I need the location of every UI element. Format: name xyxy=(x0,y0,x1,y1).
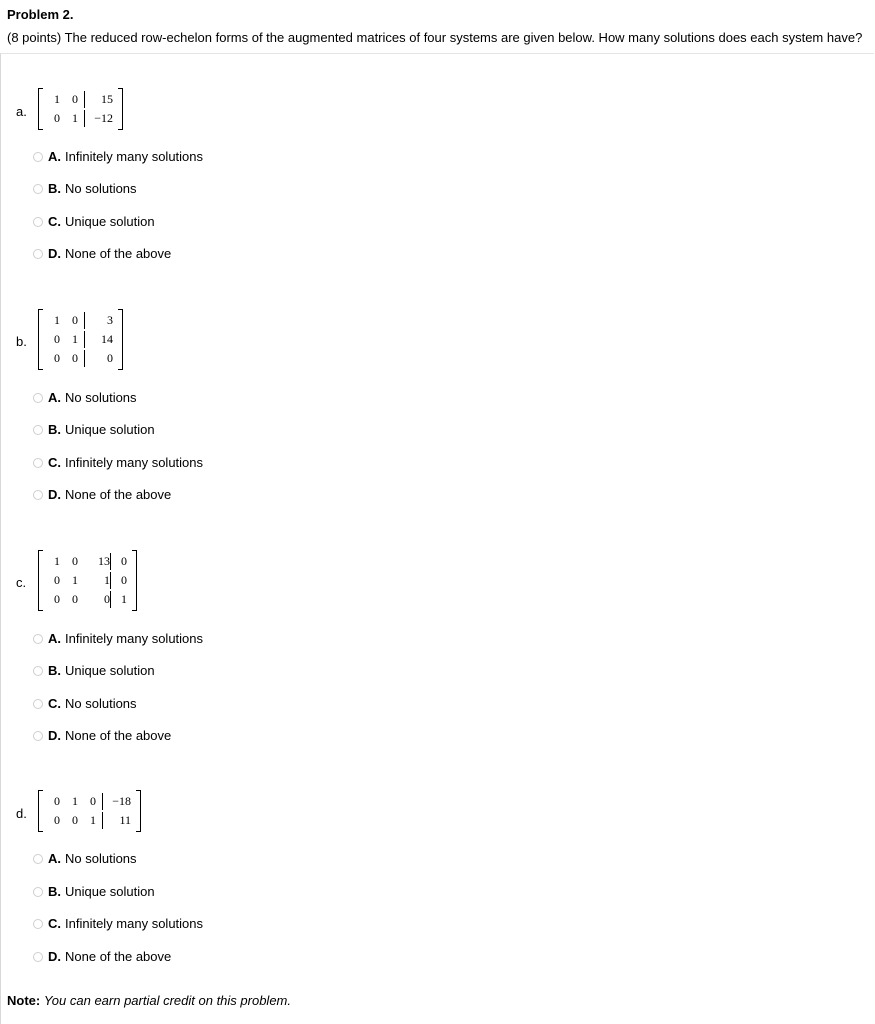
part-a-option-c[interactable]: C. Unique solution xyxy=(33,214,155,229)
matrix-cell: 1 xyxy=(72,573,78,587)
radio-button[interactable] xyxy=(33,458,43,468)
matrix-cell: 1 xyxy=(54,313,60,327)
matrix-cell: 14 xyxy=(84,331,113,348)
radio-button[interactable] xyxy=(33,634,43,644)
part-c-option-d[interactable]: D. None of the above xyxy=(33,728,171,743)
matrix-cell: 0 xyxy=(72,592,78,606)
part-d-matrix xyxy=(38,790,141,832)
radio-button[interactable] xyxy=(33,184,43,194)
matrix-cell: 0 xyxy=(54,332,60,346)
part-c-option-c[interactable]: C. No solutions xyxy=(33,696,137,711)
part-a-option-a[interactable]: A. Infinitely many solutions xyxy=(33,149,203,164)
part-c-label: c. xyxy=(16,575,27,590)
matrix-cell: 1 xyxy=(90,813,96,827)
radio-button[interactable] xyxy=(33,490,43,500)
part-d-option-a[interactable]: A. No solutions xyxy=(33,851,137,866)
radio-button[interactable] xyxy=(33,854,43,864)
matrix-cell: 0 xyxy=(54,592,60,606)
matrix-cell: 0 xyxy=(72,92,78,106)
radio-button[interactable] xyxy=(33,152,43,162)
matrix-cell: 0 xyxy=(90,794,96,808)
part-c-matrix xyxy=(38,550,137,611)
matrix-cell: 0 xyxy=(72,554,78,568)
part-d-option-d[interactable]: D. None of the above xyxy=(33,949,171,964)
part-c-option-a[interactable]: A. Infinitely many solutions xyxy=(33,631,203,646)
radio-button[interactable] xyxy=(33,249,43,259)
note-label: Note: xyxy=(7,993,41,1008)
part-a-option-b[interactable]: B. No solutions xyxy=(33,181,137,196)
problem-title: Problem 2. xyxy=(7,7,74,22)
radio-button[interactable] xyxy=(33,393,43,403)
part-b-option-d[interactable]: D. None of the above xyxy=(33,487,171,502)
matrix-cell: 0 xyxy=(84,350,113,367)
matrix-cell: 13 xyxy=(98,554,110,568)
matrix-cell: −12 xyxy=(84,110,113,127)
radio-button[interactable] xyxy=(33,731,43,741)
matrix-cell: 1 xyxy=(72,111,78,125)
problem-intro: (8 points) The reduced row-echelon forms of the augmented matrices of four systems are given below. How many solutions does each system have? xyxy=(7,30,863,45)
matrix-cell: 1 xyxy=(72,794,78,808)
radio-button[interactable] xyxy=(33,919,43,929)
matrix-cell: 1 xyxy=(104,573,110,587)
matrix-cell: 15 xyxy=(84,91,113,108)
matrix-cell: 1 xyxy=(110,591,127,608)
part-a-matrix xyxy=(38,88,123,130)
matrix-cell: 0 xyxy=(110,553,127,570)
part-d-option-c[interactable]: C. Infinitely many solutions xyxy=(33,916,203,931)
matrix-cell: 0 xyxy=(72,813,78,827)
part-b-option-a[interactable]: A. No solutions xyxy=(33,390,137,405)
part-a-option-d[interactable]: D. None of the above xyxy=(33,246,171,261)
radio-button[interactable] xyxy=(33,952,43,962)
problem-body xyxy=(0,53,874,1024)
radio-button[interactable] xyxy=(33,217,43,227)
matrix-cell: 0 xyxy=(104,592,110,606)
matrix-cell: 0 xyxy=(54,111,60,125)
part-d-option-b[interactable]: B. Unique solution xyxy=(33,884,155,899)
part-b-label: b. xyxy=(16,334,27,349)
note-text: You can earn partial credit on this problem. xyxy=(43,993,291,1008)
part-d-label: d. xyxy=(16,806,27,821)
matrix-cell: 0 xyxy=(72,313,78,327)
radio-button[interactable] xyxy=(33,699,43,709)
partial-credit-note xyxy=(7,993,291,1008)
matrix-cell: 0 xyxy=(110,572,127,589)
radio-button[interactable] xyxy=(33,425,43,435)
radio-button[interactable] xyxy=(33,666,43,676)
matrix-cell: 1 xyxy=(54,92,60,106)
part-c-option-b[interactable]: B. Unique solution xyxy=(33,663,155,678)
part-a-label: a. xyxy=(16,104,27,119)
matrix-cell: −18 xyxy=(102,793,131,810)
matrix-cell: 1 xyxy=(54,554,60,568)
matrix-cell: 0 xyxy=(54,573,60,587)
matrix-cell: 0 xyxy=(54,794,60,808)
part-b-matrix xyxy=(38,309,123,370)
part-b-option-b[interactable]: B. Unique solution xyxy=(33,422,155,437)
matrix-cell: 1 xyxy=(72,332,78,346)
radio-button[interactable] xyxy=(33,887,43,897)
matrix-cell: 0 xyxy=(54,351,60,365)
matrix-cell: 0 xyxy=(72,351,78,365)
part-b-option-c[interactable]: C. Infinitely many solutions xyxy=(33,455,203,470)
matrix-cell: 0 xyxy=(54,813,60,827)
matrix-cell: 11 xyxy=(102,812,131,829)
matrix-cell: 3 xyxy=(84,312,113,329)
